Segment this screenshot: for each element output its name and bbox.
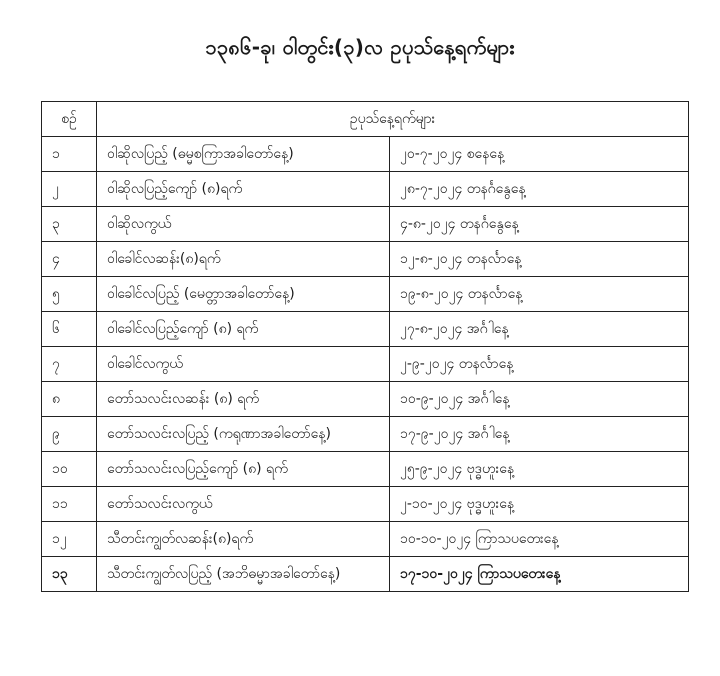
table-row [42,312,689,347]
row-date: ၁၀-၁၀-၂၀၂၄ ကြာသပတေးနေ့ [390,522,689,557]
row-date: ၁၂-၈-၂၀၂၄ တနင်္လာနေ့ [390,242,689,277]
row-number: ၇ [42,347,97,382]
row-event: ဝါခေါင်လပြည့် (မေတ္တာအခါတော်နေ့) [97,277,390,312]
row-number: ၉ [42,417,97,452]
table-row [42,277,689,312]
row-date: ၂-၉-၂၀၂၄ တနင်္လာနေ့ [390,347,689,382]
row-number: ၅ [42,277,97,312]
row-date: ၂၅-၉-၂၀၂၄ ဗုဒ္ဓဟူးနေ့ [390,452,689,487]
table-row [42,382,689,417]
row-event: ဝါခေါင်လကွယ် [97,347,390,382]
table-row [42,452,689,487]
row-date: ၁၇-၉-၂၀၂၄ အင်္ဂါနေ့ [390,417,689,452]
header-number: စဉ် [42,102,97,137]
table-row [42,172,689,207]
row-number: ၄ [42,242,97,277]
row-event: ဝါဆိုလပြည့် (ဓမ္မစကြာအခါတော်နေ့) [97,137,390,172]
row-date: ၂၇-၈-၂၀၂၄ အင်္ဂါနေ့ [390,312,689,347]
table-row [42,417,689,452]
row-event: သီတင်းကျွတ်လဆန်း(၈)ရက် [97,522,390,557]
row-number: ၁၀ [42,452,97,487]
row-number: ၂ [42,172,97,207]
row-event: ဝါခေါင်လဆန်း(၈)ရက် [97,242,390,277]
row-event: ဝါဆိုလပြည့်ကျော် (၈)ရက် [97,172,390,207]
row-date: ၂၀-၇-၂၀၂၄ စနေနေ့ [390,137,689,172]
row-event: တော်သလင်းလကွယ် [97,487,390,522]
row-date: ၁၀-၉-၂၀၂၄ အင်္ဂါနေ့ [390,382,689,417]
table-row [42,242,689,277]
table-row [42,347,689,382]
table-header-row [42,102,689,137]
row-number: ၁၁ [42,487,97,522]
page-title: ၁၃၈၆-ခု၊ ဝါတွင်း(၃)လ ဥပုသ်နေ့ရက်များ [205,35,515,59]
header-dates: ဥပုသ်နေ့ရက်များ [97,102,689,137]
table-row [42,522,689,557]
row-date: ၁၇-၁၀-၂၀၂၄ ကြာသပတေးနေ့ [390,557,689,592]
row-number: ၁၃ [42,557,97,592]
row-date: ၁၉-၈-၂၀၂၄ တနင်္လာနေ့ [390,277,689,312]
table-row [42,557,689,592]
row-event: သီတင်းကျွတ်လပြည့် (အဘိဓမ္မာအခါတော်နေ့) [97,557,390,592]
row-number: ၁၂ [42,522,97,557]
row-date: ၂-၁၀-၂၀၂၄ ဗုဒ္ဓဟူးနေ့ [390,487,689,522]
row-event: ဝါခေါင်လပြည့်ကျော် (၈) ရက် [97,312,390,347]
table-row [42,207,689,242]
row-number: ၈ [42,382,97,417]
row-number: ၃ [42,207,97,242]
row-event: တော်သလင်းလပြည့် (ကရုဏာအခါတော်နေ့) [97,417,390,452]
row-date: ၄-၈-၂၀၂၄ တနင်္ဂနွေနေ့ [390,207,689,242]
row-event: ဝါဆိုလကွယ် [97,207,390,242]
row-date: ၂၈-၇-၂၀၂၄ တနင်္ဂနွေနေ့ [390,172,689,207]
table-row [42,487,689,522]
row-number: ၁ [42,137,97,172]
table-row [42,137,689,172]
row-event: တော်သလင်းလဆန်း (၈) ရက် [97,382,390,417]
uposatha-schedule-table [41,101,689,592]
row-event: တော်သလင်းလပြည့်ကျော် (၈) ရက် [97,452,390,487]
row-number: ၆ [42,312,97,347]
